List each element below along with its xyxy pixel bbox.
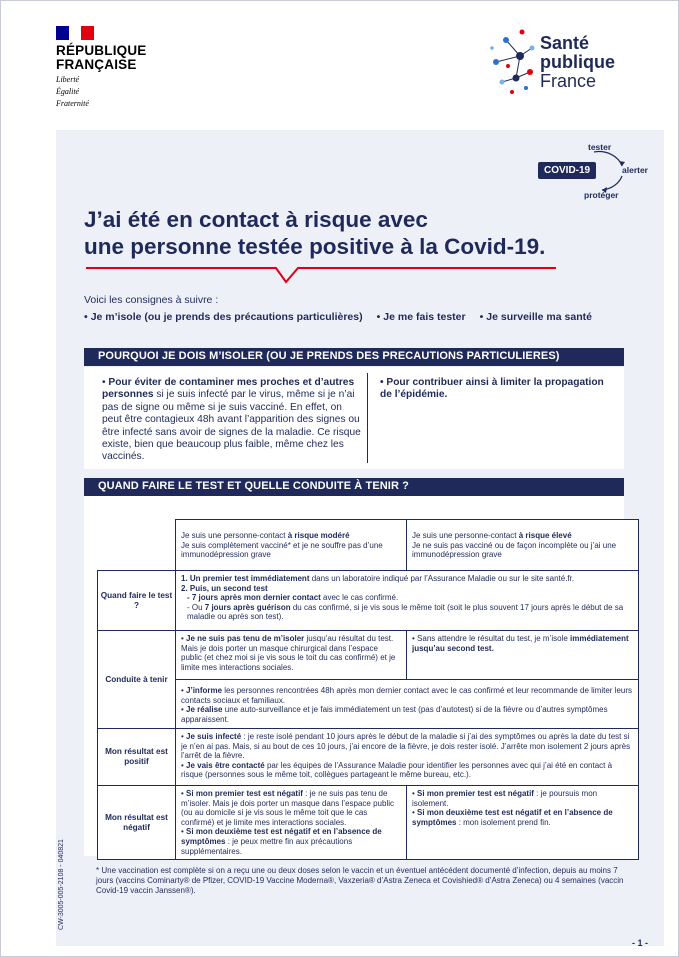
instructions-list	[84, 311, 592, 323]
document-reference-code: CW-3005-005-2108 - 040821	[58, 839, 65, 930]
section-why-isolate-body	[84, 367, 624, 469]
badge-word-tester: tester	[588, 142, 612, 152]
row-conduct-moderate: • Je ne suis pas tenu de m’isoler jusqu’au résultat du test. Mais je dois porter un masque chirurgical dans l’espace public (et chez moi si je vis sous le toit du cas confirmé) et je limite mes interactions sociales.	[175, 630, 407, 680]
rf-motto-liberte: Liberté	[56, 75, 80, 84]
row-label-negative: Mon résultat est négatif	[97, 785, 176, 860]
row-conduct-common: • J’informe les personnes rencontrées 48h après mon dernier contact avec le cas confirmé et leur recommande de limiter leurs contacts sociaux et familiaux. • Je réalise une auto-surveillance et je fais immédiatement un test (pas d’autotest) si de la fièvre ou d’autres symptômes apparaissent.	[175, 679, 639, 729]
spf-line2: publique	[540, 52, 615, 72]
page-title	[84, 206, 604, 260]
badge-word-alerter: alerter	[622, 165, 648, 175]
spf-line1: Santé	[540, 33, 590, 53]
row-label-conduct: Conduite à tenir	[97, 630, 176, 729]
title-speech-underline	[86, 262, 556, 284]
instruction-item: • Je me fais tester	[376, 311, 466, 323]
section-why-isolate-header: POURQUOI JE DOIS M’ISOLER (OU JE PRENDS DES PRECAUTIONS PARTICULIERES)	[84, 348, 624, 366]
spf-line3: France	[540, 71, 597, 91]
title-line2: une personne testée positive à la Covid-19.	[84, 234, 546, 259]
spf-dots-icon	[486, 26, 538, 102]
spf-wordmark	[540, 34, 615, 91]
page-number: - 1 -	[632, 938, 649, 948]
republique-francaise-logo	[56, 26, 166, 108]
why-right-text: • Pour contribuer ainsi à limiter la propagation de l’épidémie.	[380, 377, 604, 401]
row-negative-moderate: • Si mon premier test est négatif : je ne suis pas tenu de m’isoler. Mais je dois porter un masque dans l’espace public (ou au domicile si je vis sous le même toit que le cas confirmé) et je limite mes interactions sociales. • Si mon deuxième test est négatif et en l’absence de symptômes : je peux mettre fin aux précautions supplémentaires.	[175, 785, 407, 860]
row-label-positive: Mon résultat est positif	[97, 728, 176, 786]
instruction-item: • Je m’isole (ou je prends des précautions particulières)	[84, 311, 363, 323]
title-line1: J’ai été en contact à risque avec	[84, 207, 428, 232]
rf-name-line1: RÉPUBLIQUE	[56, 43, 147, 58]
badge-covid-label: COVID-19	[538, 162, 596, 179]
why-divider	[367, 373, 368, 463]
section-when-test-header: QUAND FAIRE LE TEST ET QUELLE CONDUITE À TENIR ?	[84, 478, 624, 496]
rf-motto-fraternite: Fraternité	[56, 99, 89, 108]
row-positive-content: • Je suis infecté : je reste isolé pendant 10 jours après le début de la maladie si j’ai des symptômes ou après la date du test si je n’en ai pas. Mais, si au bout de ces 10 jours, j’ai encore de la fièvre, je dois rester isolé. J’arrête mon isolement 2 jours après l’arrêt de la fièvre. • Je vais être contacté par les équipes de l’Assurance Maladie pour identifier les personnes avec qui j’ai été en contact à risque (personnes sous le même toit, collègues partageant le même bureau, etc.).	[175, 728, 639, 786]
rf-motto-egalite: Égalité	[56, 87, 80, 96]
why-left-text: • Pour éviter de contaminer mes proches et d’autres personnes si je suis infecté par le virus, même si je n’ai pas de signe ou même si je suis vacciné. En effet, on peut être contagieux 48h avant l’apparition des signes ou être infecté sans avoir de signes de la maladie. Ce risque existe, bien que beaucoup plus faible, même chez les vaccinés.	[102, 377, 361, 463]
header-moderate-risk: Je suis une personne-contact à risque modéré Je suis complètement vacciné* et je ne souffre pas d’une immunodépression grave	[175, 519, 407, 571]
header-high-risk: Je suis une personne-contact à risque élevé Je ne suis pas vacciné ou de façon incomplète ou j’ai une immunodépression grave	[406, 519, 639, 571]
badge-word-proteger: protéger	[584, 190, 619, 200]
intro-text: Voici les consignes à suivre :	[84, 294, 219, 306]
marianne-flag-icon	[56, 26, 94, 40]
sante-publique-france-logo	[486, 26, 636, 106]
instruction-item: • Je surveille ma santé	[479, 311, 592, 323]
row-conduct-high: • Sans attendre le résultat du test, je m’isole immédiatement jusqu’au second test.	[406, 630, 639, 680]
footnote-vaccination: * Une vaccination est complète si on a reçu une ou deux doses selon le vaccin et un éventuel antécédent documenté d’infection, depuis au moins 7 jours (vaccins Cominarty® de Pfizer, COVID-19 Vaccine Moderna®, Vaxzeria® d’Astra Zeneca et Covishied® d’Astra Zeneca) ou 4 semaines (vaccin Covid-19 vaccin Janssen®).	[96, 866, 624, 895]
row-when-test-content: 1. Un premier test immédiatement dans un laboratoire indiqué par l’Assurance Maladie ou sur le site santé.fr. 2. Puis, un second test - 7 jours après mon dernier contact avec le cas confirmé. - Ou 7 jours après guérison du cas confirmé, si je vis sous le même toit (soit le plus souvent 17 jours après le début de sa maladie ou après son test).	[175, 570, 639, 631]
covid-tester-alerter-proteger-badge	[536, 140, 656, 202]
row-label-when-test: Quand faire le test ?	[97, 570, 176, 631]
row-negative-high: • Si mon premier test est négatif : je poursuis mon isolement. • Si mon deuxième test est négatif et en l’absence de symptômes : mon isolement prend fin.	[406, 785, 639, 860]
rf-name-line2: FRANÇAISE	[56, 57, 137, 72]
